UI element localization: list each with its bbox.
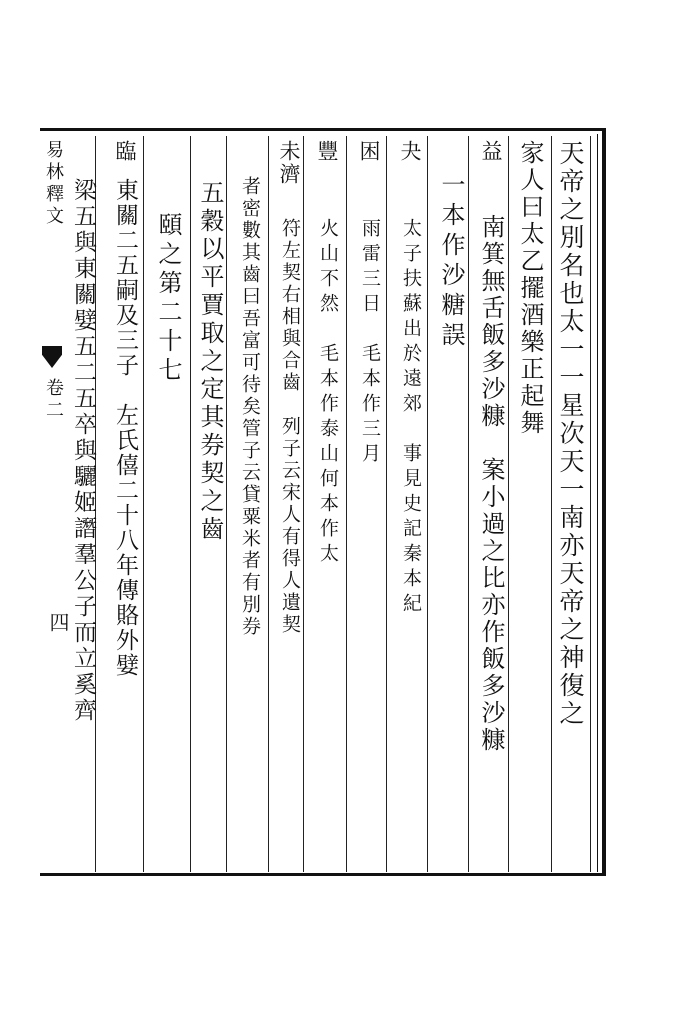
margin-title: 易林釋文 [43, 140, 64, 228]
column-7-heading: 豐 [315, 140, 339, 163]
column-5-heading: 夬 [398, 140, 422, 163]
text-column-10: 五穀以平賈取之定其券契之齒 [196, 180, 224, 544]
column-rule [226, 136, 227, 872]
column-12-heading: 臨 [113, 140, 137, 163]
column-rule [551, 136, 552, 872]
column-rule [386, 136, 387, 872]
margin-folio: 四 [46, 612, 70, 632]
text-column-8: 符左契右相與合齒 列子云宋人有得人遺契 [279, 218, 301, 636]
column-rule [427, 136, 428, 872]
column-rule [468, 136, 469, 872]
text-column-3: 南箕無舌飯多沙糠 案小過之比亦作飯多沙糠 [477, 214, 505, 754]
text-column-11: 頤之第二十七 [154, 212, 182, 386]
column-rule [268, 136, 269, 872]
text-column-2: 家人曰太乙擺酒樂正起舞 [516, 140, 544, 437]
column-rule [143, 136, 144, 872]
text-column-6: 雨雷三日 毛本作三月 [359, 218, 381, 468]
column-rule [590, 136, 591, 872]
column-6-heading: 困 [357, 140, 381, 163]
text-column-5: 太子扶蘇出於遠郊 事見史記秦本紀 [400, 218, 422, 618]
text-column-12: 東關二五嗣及三子 左氏僖二十八年傳賂外嬖 [112, 178, 138, 678]
column-rule [508, 136, 509, 872]
text-column-1: 天帝之別名也太一一星次天一南亦天帝之神復之 [556, 140, 585, 728]
text-column-9: 者密數其齒曰吾富可待矣管子云貸粟米者有別券 [239, 176, 261, 638]
column-3-heading: 益 [479, 140, 503, 163]
text-column-4: 一本作沙糖誤 [437, 172, 465, 352]
column-8-heading: 未濟 [277, 140, 301, 186]
column-rule [346, 136, 347, 872]
margin-volume: 卷二 [43, 378, 64, 422]
text-column-13: 梁五與東關嬖五二五卒與驪姬譖羣公子而立奚齊 [70, 178, 96, 724]
column-rule [190, 136, 191, 872]
text-column-7: 火山不然 毛本作泰山何本作太 [317, 218, 339, 568]
